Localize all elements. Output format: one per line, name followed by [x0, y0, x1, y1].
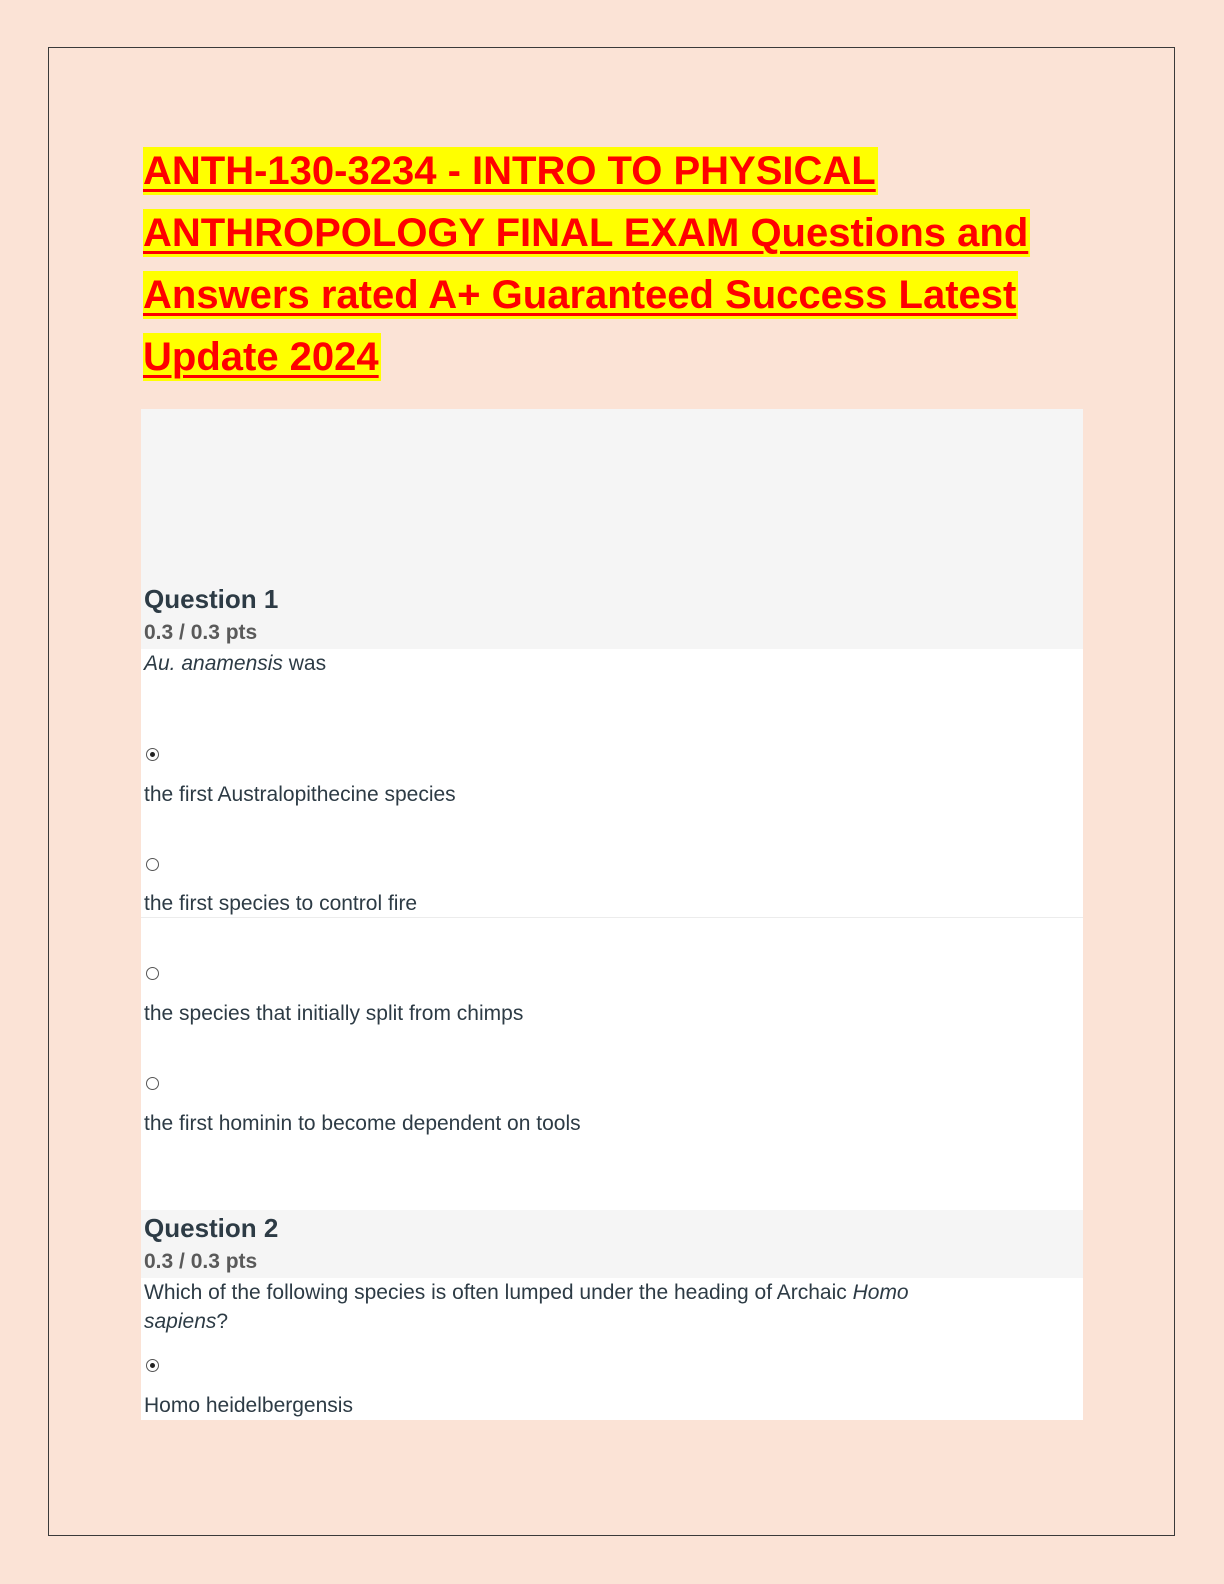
question-2-header — [141, 1210, 1083, 1278]
question-1-option-4-radio[interactable] — [146, 1077, 159, 1090]
document-title — [143, 140, 1063, 388]
question-2-points: 0.3 / 0.3 pts — [144, 1250, 258, 1273]
question-2-title: Question 2 — [144, 1213, 279, 1243]
question-1-option-3-label[interactable]: the species that initially split from chimps — [144, 1002, 524, 1025]
question-1-prompt — [144, 652, 326, 676]
question-2-prompt-italic-2: sapiens — [144, 1310, 217, 1333]
question-1-option-3-radio[interactable] — [146, 967, 159, 980]
question-1-header — [141, 409, 1083, 649]
question-1-option-2-radio[interactable] — [146, 858, 159, 871]
question-1-option-1-label[interactable]: the first Australopithecine species — [144, 783, 456, 806]
question-2-prompt-line-1 — [144, 1281, 909, 1305]
question-1-prompt-rest: was — [282, 652, 327, 675]
divider — [141, 917, 1083, 918]
question-1-prompt-italic: Au. anamensis — [144, 652, 283, 675]
question-2-option-1-label[interactable]: Homo heidelbergensis — [144, 1394, 353, 1417]
document-title-text: ANTH-130-3234 - INTRO TO PHYSICAL ANTHROPOLOGY FINAL EXAM Questions and Answers rated A+ Guaranteed Success Latest Update 2024 — [143, 149, 1029, 379]
question-2-prompt-line-2 — [144, 1310, 228, 1334]
question-2-prompt-part-1: Which of the following species is often lumped under the heading of Archaic — [144, 1281, 853, 1304]
question-1-points: 0.3 / 0.3 pts — [144, 621, 258, 644]
question-1-option-2-label[interactable]: the first species to control fire — [144, 892, 418, 915]
question-2-prompt-italic-1: Homo — [852, 1281, 909, 1304]
question-2-option-1-radio[interactable] — [146, 1359, 159, 1372]
question-1-option-4-label[interactable]: the first hominin to become dependent on tools — [144, 1112, 581, 1135]
question-1-option-1-radio[interactable] — [146, 748, 159, 761]
question-1-title: Question 1 — [144, 584, 279, 614]
question-2-prompt-part-2: ? — [216, 1310, 229, 1333]
